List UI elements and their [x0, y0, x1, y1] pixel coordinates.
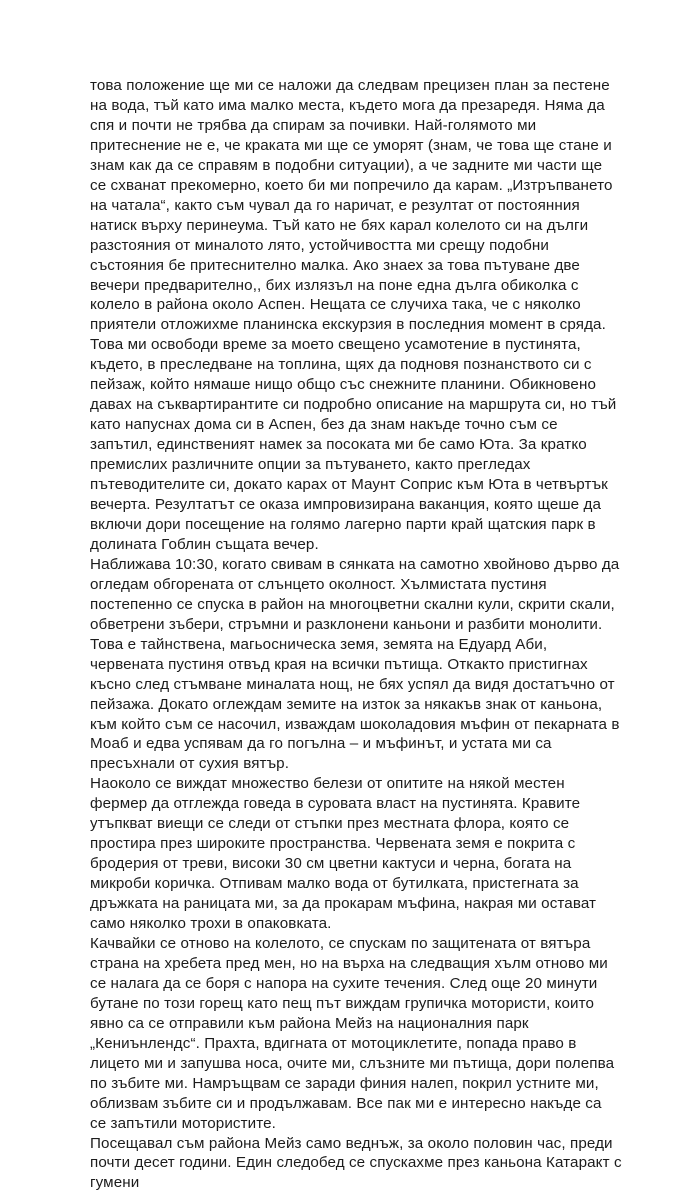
document-page — [90, 76, 622, 1193]
paragraph-1: това положение ще ми се наложи да следвам прецизен план за пестене на вода, тъй като има малко места, където мога да презаредя. Няма да спя и почти не трябва да спирам за почивки. Най-голямото ми притеснение не е, че краката ми ще се уморят (знам, че това ще стане и знам как да се справям в подобни ситуации), а че задните ми части ще се схванат прекомерно, което би ми попречило да карам. „Изтръпването на чатала“, както съм чувал да го наричат, е резултат от постоянния натиск върху перинеума. Тъй като не бях карал колелото си на дълги разстояния от миналото лято, устойчивостта ми срещу подобни състояния бе притеснително малка. Ако знаех за това пътуване две вечери предварително,, бих излязъл на поне една дълга обиколка с колело в района около Аспен. Нещата се случиха така, че с няколко приятели отложихме планинска екскурзия в последния момент в сряда. Това ми освободи време за моето свещено усамотение в пустинята, където, в преследване на топлина, щях да подновя познанството си с пейзаж, който нямаше нищо общо със снежните планини. Обикновено давах на съквартирантите си подробно описание на маршрута си, но тъй като напуснах дома си в Аспен, без да знам накъде точно съм се запътил, единственият намек за посоката ми бе само Юта. За кратко премислих различните опции за пътуването, както прегледах пътеводителите си, докато карах от Маунт Соприс към Юта в четвъртък вечерта. Резултатът се оказа импровизирана ваканция, която щеше да включи дори посещение на голямо лагерно парти край щатския парк в долината Гоблин същата вечер. — [90, 77, 617, 553]
paragraph-5: Посещавал съм района Мейз само веднъж, за около половин час, преди почти десет години. Един следобед се спускахме през каньона Катаракт с гумени — [90, 1134, 622, 1192]
paragraph-3: Наоколо се виждат множество белези от опитите на някой местен фермер да отглежда говеда в суровата власт на пустинята. Кравите утъпкват виещи се следи от стъпки през местната флора, която се простира през широките пространства. Червената земя е покрита с бродерия от треви, високи 30 см цветни кактуси и черна, богата на микроби коричка. Отпивам малко вода от бутилката, пристегната за дръжката на раницата ми, за да прокарам мъфина, накрая ми остават само няколко трохи в опаковката. — [90, 775, 597, 933]
paragraph-4: Качвайки се отново на колелото, се спускам по защитената от вятъра страна на хребета пред мен, но на върха на следващия хълм отново ми се налага да се боря с напора на сухите течения. След още 20 минути бутане по този горещ като пещ път виждам групичка мотористи, които явно са се отправили към района Мейз на националния парк „Кениънлендс“. Прахта, вдигната от мотоциклетите, попада право в лицето ми и запушва носа, очите ми, слъзните ми пътища, дори полепва по зъбите ми. Намръщвам се заради финия налеп, покрил устните ми, облизвам зъбите си и продължавам. Все пак ми е интересно накъде са се запътили мотористите. — [90, 934, 615, 1132]
paragraph-2: Наближава 10:30, когато свивам в сянката на самотно хвойново дърво да огледам обгорената от слънцето околност. Хълмистата пустиня постепенно се спуска в район на многоцветни скални кули, скрити скали, обветрени зъбери, стръмни и разклонени каньони и разбити монолити. Това е тайнствена, магьосническа земя, земята на Едуард Аби, червената пустиня отвъд края на всички пътища. Откакто пристигнах късно след стъмване миналата нощ, не бях успял да видя достатъчно от пейзажа. Докато оглеждам земите на изток за някакъв знак от каньона, към който съм се насочил, изваждам шоколадовия мъфин от пекарната в Моаб и едва успявам да го погълна – и мъфинът, и устата ми са пресъхнали от сухия вятър. — [90, 555, 620, 773]
